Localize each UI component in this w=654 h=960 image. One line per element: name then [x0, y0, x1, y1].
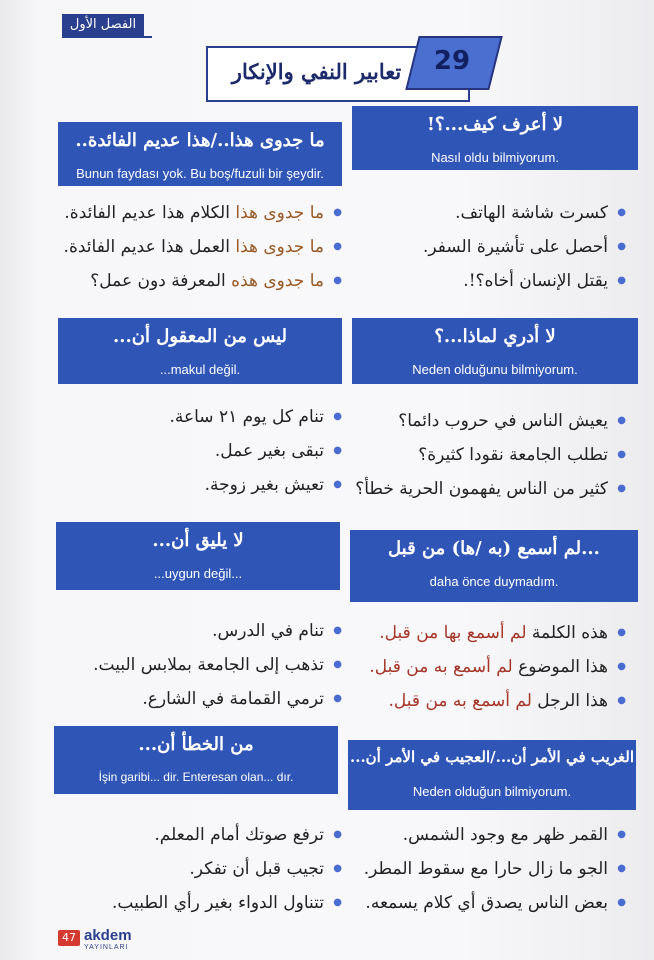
publisher-sub: YAYINLARI	[84, 944, 129, 951]
card-header-right-4	[348, 740, 636, 810]
accent-phrase: لم أسمع به من قبل.	[388, 691, 532, 711]
list-item: ● أحصل على تأشيرة السفر.	[352, 230, 622, 264]
card-header-left-4	[54, 726, 338, 794]
card-title: الغريب في الأمر أن.../العجيب في الأمر أن...	[350, 748, 634, 766]
list-item	[58, 230, 338, 264]
phrase-lead: هذا الرجل	[531, 691, 608, 711]
list-item: ● القمر ظهر مع وجود الشمس.	[348, 818, 622, 852]
card-subtitle: daha önce duymadım.	[429, 574, 559, 589]
list-item: ● تجيب قبل أن تفكر.	[54, 852, 338, 886]
examples-left-4	[54, 818, 338, 920]
accent-phrase: لم أسمع بها من قبل.	[379, 623, 527, 643]
card-subtitle: ...uygun değil...	[153, 566, 243, 581]
list-item	[350, 616, 622, 650]
phrase-rest: الكلام هذا عديم الفائدة.	[64, 203, 236, 223]
accent-phrase: ما جدوى هذه	[231, 271, 324, 291]
list-item: ● تنام في الدرس.	[56, 614, 338, 648]
list-item: ● يقتل الإنسان أخاه؟!.	[352, 264, 622, 298]
card-title: ما جدوى هذا../هذا عديم الفائدة..	[75, 130, 325, 151]
card-header-left-2	[58, 318, 342, 384]
examples-right-2	[352, 404, 622, 506]
list-item: ● تعيش بغير زوجة.	[58, 468, 338, 502]
card-subtitle: Neden olduğun bilmiyorum.	[412, 784, 572, 799]
card-subtitle: Bunun faydası yok. Bu boş/fuzuli bir şeydir.	[76, 166, 324, 181]
card-header-right-2	[352, 318, 638, 384]
card-title: ليس من المعقول أن...	[112, 326, 288, 347]
publisher-logo: akdem	[84, 927, 132, 944]
chapter-tab: الفصل الأول	[62, 14, 144, 36]
list-item: ● تنام كل يوم ٢١ ساعة.	[58, 400, 338, 434]
list-item: ● تطلب الجامعة نقودا كثيرة؟	[352, 438, 622, 472]
accent-phrase: ما جدوى هذا	[235, 237, 324, 257]
card-title: لا أعرف كيف...؟!	[426, 114, 564, 135]
list-item: ● كسرت شاشة الهاتف.	[352, 196, 622, 230]
card-header-left-3	[56, 522, 340, 590]
card-title: من الخطأ أن...	[138, 734, 254, 755]
page-title: تعابير النفي والإنكار	[231, 59, 402, 84]
phrase-rest: العمل هذا عديم الفائدة.	[63, 237, 236, 257]
card-title: لا يليق أن...	[152, 530, 244, 551]
card-subtitle: Neden olduğunu bilmiyorum.	[412, 362, 578, 377]
list-item	[58, 196, 338, 230]
examples-right-1	[352, 196, 622, 298]
card-title: ...لم أسمع (به /ها) من قبل	[388, 538, 600, 559]
list-item: ● بعض الناس يصدق أي كلام يسمعه.	[348, 886, 622, 920]
card-title: لا أدري لماذا...؟	[434, 326, 556, 347]
list-item: ● ترمي القمامة في الشارع.	[56, 682, 338, 716]
list-item	[350, 650, 622, 684]
list-item: ● ترفع صوتك أمام المعلم.	[54, 818, 338, 852]
lesson-number: 29	[433, 46, 471, 76]
list-item	[350, 684, 622, 718]
card-header-right-1	[352, 106, 638, 170]
page-number: 47	[58, 930, 80, 946]
examples-right-4	[348, 818, 622, 920]
list-item: ● تذهب إلى الجامعة بملابس البيت.	[56, 648, 338, 682]
examples-left-1	[58, 196, 338, 298]
phrase-rest: المعرفة دون عمل؟	[90, 271, 232, 291]
examples-left-2	[58, 400, 338, 502]
list-item: ● الجو ما زال حارا مع سقوط المطر.	[348, 852, 622, 886]
accent-phrase: ما جدوى هذا	[235, 203, 324, 223]
card-subtitle: İşin garibi... dir. Enteresan olan... dır.	[98, 770, 294, 784]
phrase-lead: هذا الموضوع	[512, 657, 608, 677]
card-subtitle: Nasıl oldu bilmiyorum.	[431, 150, 559, 165]
examples-left-3	[56, 614, 338, 716]
list-item: ● كثير من الناس يفهمون الحرية خطأ؟	[352, 472, 622, 506]
list-item: ● تتناول الدواء بغير رأي الطبيب.	[54, 886, 338, 920]
examples-right-3	[350, 616, 622, 718]
list-item: ● تبقى بغير عمل.	[58, 434, 338, 468]
chapter-underline	[62, 36, 152, 38]
card-header-right-3	[350, 530, 638, 602]
phrase-lead: هذه الكلمة	[526, 623, 608, 643]
card-header-left-1	[58, 122, 342, 186]
list-item	[58, 264, 338, 298]
list-item: ● يعيش الناس في حروب دائما؟	[352, 404, 622, 438]
card-subtitle: ...makul değil.	[159, 362, 241, 377]
accent-phrase: لم أسمع به من قبل.	[369, 657, 513, 677]
